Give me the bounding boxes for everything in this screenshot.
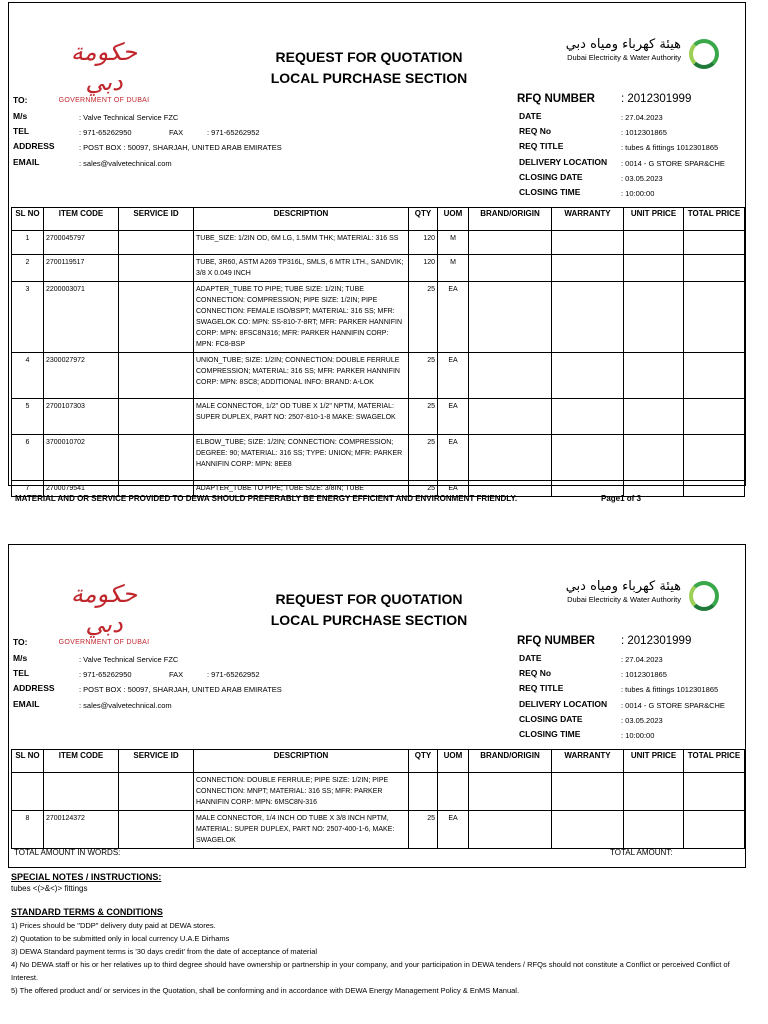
- column-header-total-price: TOTAL PRICE: [684, 750, 745, 773]
- closing-time-value: : 10:00:00: [621, 189, 655, 198]
- closing-time-label: CLOSING TIME: [519, 729, 581, 739]
- dewa-arabic-name: هيئة كهرباء ومياه دبي: [565, 579, 681, 594]
- service-id-cell: [119, 435, 194, 481]
- terms-item: 1) Prices should be "DDP" delivery duty paid at DEWA stores.: [11, 921, 216, 930]
- qty-cell: 120: [409, 255, 438, 282]
- table-header-row: [12, 750, 745, 773]
- rfq-number-label: RFQ NUMBER: [517, 635, 595, 647]
- dewa-ring-icon: [689, 39, 719, 69]
- warranty-cell: [552, 353, 624, 399]
- warranty-cell: [552, 435, 624, 481]
- gov-logo-label: GOVERNMENT OF DUBAI: [58, 97, 150, 104]
- sl-no-cell: 6: [12, 435, 44, 481]
- description-cell: TUBE_SIZE: 1/2IN OD, 6M LG, 1.5MM THK; MATERIAL: 316 SS: [194, 231, 409, 255]
- dewa-arabic-name: هيئة كهرباء ومياه دبي: [565, 37, 681, 52]
- uom-cell: EA: [438, 435, 469, 481]
- total-price-cell: [684, 353, 745, 399]
- column-header-brand-origin: BRAND/ORIGIN: [469, 750, 552, 773]
- warranty-cell: [552, 282, 624, 353]
- brand-origin-cell: [469, 353, 552, 399]
- column-header-qty: QTY: [409, 208, 438, 231]
- sl-no-cell: 3: [12, 282, 44, 353]
- date-label: DATE: [519, 111, 542, 121]
- address-value: : POST BOX : 50097, SHARJAH, UNITED ARAB EMIRATES: [79, 685, 282, 694]
- terms-heading: STANDARD TERMS & CONDITIONS: [11, 907, 163, 917]
- rfq-number-label: RFQ NUMBER: [517, 93, 595, 105]
- special-notes-heading: SPECIAL NOTES / INSTRUCTIONS:: [11, 872, 162, 882]
- closing-time-label: CLOSING TIME: [519, 187, 581, 197]
- unit-price-cell: [624, 773, 684, 811]
- page-title: [249, 589, 489, 631]
- dewa-logo: [529, 37, 729, 62]
- description-cell: MALE CONNECTOR, 1/2" OD TUBE X 1/2" NPTM, MATERIAL: SUPER DUPLEX, PART NO: 2507-810-1-8 MAKE: SWAGELOK: [194, 399, 409, 435]
- address-label: ADDRESS: [13, 683, 55, 693]
- description-cell: UNION_TUBE; SIZE: 1/2IN; CONNECTION: DOUBLE FERRULE COMPRESSION; MATERIAL: 316 SS; MFR: PARKER HANNIFIN CORP: MPN: 8SC8; ADDITIONAL INFO: BRAND: A-LOK: [194, 353, 409, 399]
- description-cell: ADAPTER_TUBE TO PIPE; TUBE SIZE: 1/2IN; TUBE CONNECTION: COMPRESSION; PIPE SIZE: 1/2IN; PIPE CONNECTION: FEMALE ISO/BSPT; MATERIAL: 316 SS; MFR: SWAGELOK CO: MPN: SS-810-7-8RT; MFR: PARKER HANNIFIN CORP: MPN: 8FSC8N316; MFR: PARKER HANNIFIN CORP: MPN: FC8-BSP: [194, 282, 409, 353]
- reqno-value: : 1012301865: [621, 128, 667, 137]
- sl-no-cell: 2: [12, 255, 44, 282]
- column-header-qty: QTY: [409, 750, 438, 773]
- table-row: [12, 231, 745, 255]
- table-row: [12, 353, 745, 399]
- fax-label: FAX: [169, 670, 184, 679]
- item-code-cell: 2700119517: [44, 255, 119, 282]
- item-code-cell: [44, 773, 119, 811]
- total-price-cell: [684, 811, 745, 849]
- fax-label: FAX: [169, 128, 184, 137]
- to-label: TO:: [13, 637, 28, 647]
- reqno-label: REQ No: [519, 126, 552, 136]
- total-price-cell: [684, 773, 745, 811]
- delivery-label: DELIVERY LOCATION: [519, 157, 608, 167]
- column-header-sl-no: SL NO: [12, 750, 44, 773]
- table-row: [12, 282, 745, 353]
- title-rfq: REQUEST FOR QUOTATION: [275, 591, 463, 607]
- unit-price-cell: [624, 353, 684, 399]
- terms-item: 5) The offered product and/ or services in the Quotation, shall be conforming and in accordance with DEWA Energy Management Policy & EnMS Manual.: [11, 986, 520, 995]
- table-row: [12, 811, 745, 849]
- qty-cell: 25: [409, 481, 438, 497]
- date-value: : 27.04.2023: [621, 113, 663, 122]
- column-header-warranty: WARRANTY: [552, 750, 624, 773]
- service-id-cell: [119, 399, 194, 435]
- dewa-english-name: Dubai Electricity & Water Authority: [567, 53, 681, 62]
- service-id-cell: [119, 811, 194, 849]
- column-header-service-id: SERVICE ID: [119, 750, 194, 773]
- service-id-cell: [119, 353, 194, 399]
- page-title: [249, 47, 489, 89]
- warranty-cell: [552, 231, 624, 255]
- brand-origin-cell: [469, 773, 552, 811]
- terms-item: 3) DEWA Standard payment terms is '30 days credit' from the date of acceptance of material: [11, 947, 318, 956]
- warranty-cell: [552, 255, 624, 282]
- unit-price-cell: [624, 255, 684, 282]
- unit-price-cell: [624, 811, 684, 849]
- uom-cell: EA: [438, 353, 469, 399]
- item-code-cell: 2700107303: [44, 399, 119, 435]
- warranty-cell: [552, 399, 624, 435]
- address-label: ADDRESS: [13, 141, 55, 151]
- qty-cell: 25: [409, 353, 438, 399]
- brand-origin-cell: [469, 399, 552, 435]
- title-section: LOCAL PURCHASE SECTION: [270, 70, 468, 86]
- unit-price-cell: [624, 435, 684, 481]
- items-table: [11, 749, 745, 849]
- sl-no-cell: [12, 773, 44, 811]
- sl-no-cell: 1: [12, 231, 44, 255]
- brand-origin-cell: [469, 811, 552, 849]
- service-id-cell: [119, 282, 194, 353]
- reqtitle-value: : tubes & fittings 1012301865: [621, 143, 719, 152]
- column-header-unit-price: UNIT PRICE: [624, 208, 684, 231]
- service-id-cell: [119, 773, 194, 811]
- ms-label: M/s: [13, 653, 28, 663]
- column-header-service-id: SERVICE ID: [119, 208, 194, 231]
- unit-price-cell: [624, 399, 684, 435]
- page-number: Page1 of 3: [601, 494, 642, 503]
- email-value: : sales@valvetechnical.com: [79, 159, 172, 168]
- warranty-cell: [552, 811, 624, 849]
- uom-cell: EA: [438, 399, 469, 435]
- table-row: [12, 399, 745, 435]
- items-table: [11, 207, 745, 497]
- column-header-description: DESCRIPTION: [194, 208, 409, 231]
- total-price-cell: [684, 481, 745, 497]
- uom-cell: M: [438, 255, 469, 282]
- brand-origin-cell: [469, 435, 552, 481]
- dewa-logo: [529, 579, 729, 604]
- title-rfq: REQUEST FOR QUOTATION: [275, 49, 463, 65]
- column-header-item-code: ITEM CODE: [44, 750, 119, 773]
- email-label: EMAIL: [13, 157, 40, 167]
- qty-cell: 25: [409, 399, 438, 435]
- sl-no-cell: 5: [12, 399, 44, 435]
- delivery-label: DELIVERY LOCATION: [519, 699, 608, 709]
- to-label: TO:: [13, 95, 28, 105]
- uom-cell: [438, 773, 469, 811]
- email-label: EMAIL: [13, 699, 40, 709]
- reqno-value: : 1012301865: [621, 670, 667, 679]
- column-header-sl-no: SL NO: [12, 208, 44, 231]
- tel-label: TEL: [13, 668, 30, 678]
- fax-value: : 971-65262952: [207, 128, 260, 137]
- uom-cell: EA: [438, 481, 469, 497]
- sl-no-cell: 8: [12, 811, 44, 849]
- date-value: : 27.04.2023: [621, 655, 663, 664]
- closing-time-value: : 10:00:00: [621, 731, 655, 740]
- ms-label: M/s: [13, 111, 28, 121]
- government-of-dubai-logo: [49, 579, 159, 646]
- column-header-uom: UOM: [438, 208, 469, 231]
- rfq-page-2: [8, 544, 746, 868]
- closing-date-value: : 03.05.2023: [621, 716, 663, 725]
- ms-value: : Valve Technical Service FZC: [79, 655, 179, 664]
- item-code-cell: 2300027972: [44, 353, 119, 399]
- brand-origin-cell: [469, 231, 552, 255]
- brand-origin-cell: [469, 282, 552, 353]
- total-price-cell: [684, 231, 745, 255]
- date-label: DATE: [519, 653, 542, 663]
- item-code-cell: 2700079541: [44, 481, 119, 497]
- column-header-brand-origin: BRAND/ORIGIN: [469, 208, 552, 231]
- unit-price-cell: [624, 231, 684, 255]
- gov-logo-label: GOVERNMENT OF DUBAI: [58, 639, 150, 646]
- column-header-unit-price: UNIT PRICE: [624, 750, 684, 773]
- uom-cell: EA: [438, 811, 469, 849]
- government-of-dubai-logo: [49, 37, 159, 104]
- delivery-value: : 0014 - G STORE SPAR&CHE: [621, 159, 725, 168]
- ms-value: : Valve Technical Service FZC: [79, 113, 179, 122]
- reqtitle-value: : tubes & fittings 1012301865: [621, 685, 719, 694]
- total-amount-words-label: TOTAL AMOUNT IN WORDS:: [14, 848, 121, 857]
- rfq-number-value: : 2012301999: [621, 93, 692, 105]
- closing-date-label: CLOSING DATE: [519, 714, 583, 724]
- tel-label: TEL: [13, 126, 30, 136]
- item-code-cell: 2700124372: [44, 811, 119, 849]
- warranty-cell: [552, 773, 624, 811]
- table-header-row: [12, 208, 745, 231]
- column-header-warranty: WARRANTY: [552, 208, 624, 231]
- terms-item: 4) No DEWA staff or his or her relatives up to third degree should have ownership or partnership in your company, and your participation in DEWA tenders / RFQs should not constitute a Conflict or perceived Conflict of Interest.: [11, 960, 730, 982]
- qty-cell: 25: [409, 435, 438, 481]
- special-notes-text: tubes <(>&<)> fittings: [11, 884, 88, 893]
- sl-no-cell: 7: [12, 481, 44, 497]
- uom-cell: M: [438, 231, 469, 255]
- description-cell: ADAPTER_TUBE TO PIPE; TUBE SIZE: 3/8IN; TUBE: [194, 481, 409, 497]
- total-price-cell: [684, 282, 745, 353]
- reqtitle-label: REQ TITLE: [519, 683, 564, 693]
- total-price-cell: [684, 399, 745, 435]
- table-row: [12, 435, 745, 481]
- energy-note: MATERIAL AND OR SERVICE PROVIDED TO DEWA SHOULD PREFERABLY BE ENERGY EFFICIENT AND ENVIRONMENT FRIENDLY.: [15, 494, 518, 503]
- dewa-ring-icon: [689, 581, 719, 611]
- total-price-cell: [684, 435, 745, 481]
- description-cell: ELBOW_TUBE; SIZE: 1/2IN; CONNECTION: COMPRESSION; DEGREE: 90; MATERIAL: 316 SS; TYPE: UNION; MFR: PARKER HANNIFIN CORP: MPN: 8EE8: [194, 435, 409, 481]
- gov-logo-calligraphy: حكومة دبي: [70, 38, 138, 96]
- qty-cell: 25: [409, 811, 438, 849]
- gov-logo-calligraphy: حكومة دبي: [70, 580, 138, 638]
- column-header-item-code: ITEM CODE: [44, 208, 119, 231]
- qty-cell: 120: [409, 231, 438, 255]
- total-price-cell: [684, 255, 745, 282]
- column-header-uom: UOM: [438, 750, 469, 773]
- closing-date-value: : 03.05.2023: [621, 174, 663, 183]
- qty-cell: [409, 773, 438, 811]
- item-code-cell: 2200003071: [44, 282, 119, 353]
- brand-origin-cell: [469, 255, 552, 282]
- table-row: [12, 773, 745, 811]
- dewa-english-name: Dubai Electricity & Water Authority: [567, 595, 681, 604]
- column-header-total-price: TOTAL PRICE: [684, 208, 745, 231]
- tel-value: : 971-65262950: [79, 670, 132, 679]
- qty-cell: 25: [409, 282, 438, 353]
- service-id-cell: [119, 255, 194, 282]
- table-row: [12, 255, 745, 282]
- title-section: LOCAL PURCHASE SECTION: [270, 612, 468, 628]
- item-code-cell: 2700045797: [44, 231, 119, 255]
- uom-cell: EA: [438, 282, 469, 353]
- address-value: : POST BOX : 50097, SHARJAH, UNITED ARAB EMIRATES: [79, 143, 282, 152]
- email-value: : sales@valvetechnical.com: [79, 701, 172, 710]
- rfq-page-1: [8, 2, 746, 503]
- terms-list: [11, 919, 751, 997]
- total-amount-label: TOTAL AMOUNT:: [610, 848, 673, 857]
- reqtitle-label: REQ TITLE: [519, 141, 564, 151]
- delivery-value: : 0014 - G STORE SPAR&CHE: [621, 701, 725, 710]
- terms-item: 2) Quotation to be submitted only in local currency U.A.E Dirhams: [11, 934, 230, 943]
- service-id-cell: [119, 231, 194, 255]
- sl-no-cell: 4: [12, 353, 44, 399]
- description-cell: TUBE, 3R60, ASTM A269 TP316L, SMLS, 6 MTR LTH., SANDVIK; 3/8 X 0.049 INCH: [194, 255, 409, 282]
- reqno-label: REQ No: [519, 668, 552, 678]
- closing-date-label: CLOSING DATE: [519, 172, 583, 182]
- description-cell: CONNECTION: DOUBLE FERRULE; PIPE SIZE: 1/2IN; PIPE CONNECTION: MNPT; MATERIAL: 316 SS; MFR: PARKER HANNIFIN CORP: MPN: 6MSC8N-316: [194, 773, 409, 811]
- tel-value: : 971-65262950: [79, 128, 132, 137]
- unit-price-cell: [624, 282, 684, 353]
- fax-value: : 971-65262952: [207, 670, 260, 679]
- description-cell: MALE CONNECTOR, 1/4 INCH OD TUBE X 3/8 INCH NPTM, MATERIAL: SUPER DUPLEX, PART NO: 2507-400-1-6, MAKE: SWAGELOK: [194, 811, 409, 849]
- item-code-cell: 3700010702: [44, 435, 119, 481]
- rfq-number-value: : 2012301999: [621, 635, 692, 647]
- column-header-description: DESCRIPTION: [194, 750, 409, 773]
